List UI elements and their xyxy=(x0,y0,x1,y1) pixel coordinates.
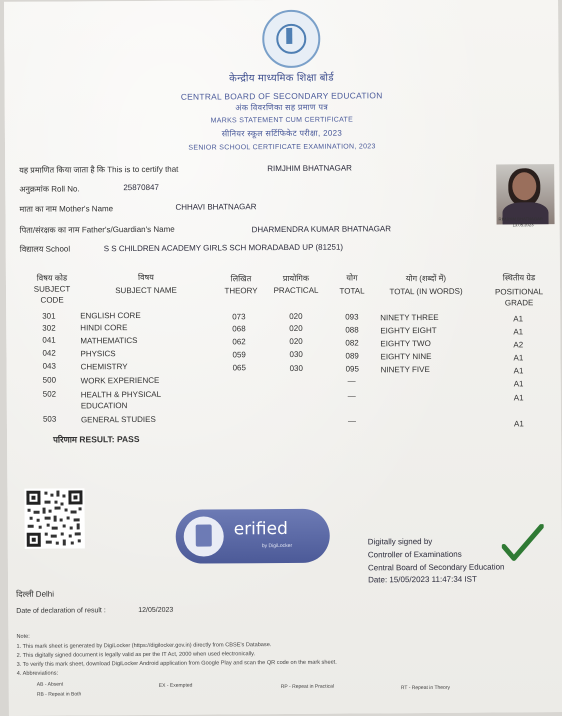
row-grade: A1 xyxy=(513,366,524,376)
candidate-name: RIMJHIM BHATNAGAR xyxy=(267,163,352,174)
father-label: पिता/संरक्षक का नाम Father's/Guardian's Name xyxy=(19,224,175,235)
row-words: EIGHTY NINE xyxy=(380,351,432,362)
board-name: CENTRAL BOARD OF SECONDARY EDUCATION xyxy=(180,90,383,102)
th-grade-hindi: स्थितीय ग्रेड xyxy=(502,273,536,283)
exam-title: SENIOR SCHOOL CERTIFICATE EXAMINATION, 2023 xyxy=(188,143,376,152)
row-total: — xyxy=(347,376,356,386)
th-theory-hindi: लिखित xyxy=(230,274,252,284)
row-code: 503 xyxy=(42,414,57,424)
row-subject-line-2: EDUCATION xyxy=(80,401,128,411)
qr-code xyxy=(24,488,84,548)
th-code: SUBJECT xyxy=(33,284,71,294)
abbr-ab: AB - Absent xyxy=(36,681,64,688)
row-code: 042 xyxy=(42,348,56,358)
row-grade: A1 xyxy=(513,393,524,403)
photo-caption: RIMJHIM BHATNAGAR xyxy=(498,216,543,222)
row-total: — xyxy=(347,416,356,426)
row-code: 502 xyxy=(42,389,57,399)
roll-label: अनुक्रमांक Roll No. xyxy=(19,184,80,194)
verified-text: erified xyxy=(233,518,288,540)
row-practical: 020 xyxy=(289,336,303,346)
document-cloud-icon xyxy=(184,516,224,556)
mother-name: CHHAVI BHATNAGAR xyxy=(175,202,257,212)
row-grade: A1 xyxy=(513,379,524,389)
row-subject: HINDI CORE xyxy=(80,323,128,333)
note-2: 2. This digitally signed document is legally valid as per the IT Act, 2000 when used electronically. xyxy=(16,651,256,659)
th-total-hindi: योग xyxy=(346,273,358,283)
th-code-hindi: विषय कोड xyxy=(36,273,68,283)
th-practical: PRACTICAL xyxy=(273,285,319,296)
roll-number: 25870847 xyxy=(123,182,159,193)
th-grade: POSITIONAL xyxy=(494,287,544,297)
mother-label: माता का नाम Mother's Name xyxy=(19,204,114,214)
row-subject: MATHEMATICS xyxy=(80,336,138,346)
exam-title-hindi: सीनियर स्कूल सर्टिफिकेट परीक्षा, 2023 xyxy=(221,128,343,139)
row-code: 043 xyxy=(42,361,56,371)
row-practical: 030 xyxy=(289,363,303,373)
abbr-rp: RP - Repeat in Practical xyxy=(280,683,335,691)
note-title: Note: xyxy=(16,633,30,640)
th-words-hindi: योग (शब्दों में) xyxy=(405,273,447,284)
note-4: 4. Abbreviations: xyxy=(16,670,59,677)
row-subject: CHEMISTRY xyxy=(80,362,128,372)
row-subject: ENGLISH CORE xyxy=(80,310,141,321)
row-total: 093 xyxy=(345,312,359,322)
row-subject: GENERAL STUDIES xyxy=(80,414,156,425)
row-subject: PHYSICS xyxy=(80,349,116,359)
photo-date: 13.05.2023 xyxy=(512,222,534,228)
th-words: TOTAL (IN WORDS) xyxy=(389,286,463,297)
row-total: 089 xyxy=(345,351,359,361)
row-total: 095 xyxy=(345,364,359,374)
father-name: DHARMENDRA KUMAR BHATNAGAR xyxy=(251,224,392,235)
check-mark-icon xyxy=(502,524,544,569)
row-theory: 073 xyxy=(232,312,246,322)
row-code: 302 xyxy=(42,323,56,333)
th-total: TOTAL xyxy=(339,286,365,296)
abbr-ex: EX - Exempted xyxy=(158,682,193,689)
th-grade-2: GRADE xyxy=(504,298,534,308)
certify-label: यह प्रमाणित किया जाता है कि This is to certify that xyxy=(19,164,179,175)
row-code: 301 xyxy=(42,311,56,321)
row-theory: 068 xyxy=(232,324,246,334)
signed-line-4: Date: 15/05/2023 11:47:34 IST xyxy=(368,574,477,585)
row-grade: A1 xyxy=(513,419,524,429)
verified-subtext: by DigiLocker xyxy=(261,542,293,550)
row-grade: A1 xyxy=(513,314,524,324)
cert-title: MARKS STATEMENT CUM CERTIFICATE xyxy=(210,116,354,125)
note-1: 1. This mark sheet is generated by DigiLocker (https://digilocker.gov.in) directly from CBSE's Database. xyxy=(16,642,272,650)
row-theory: 059 xyxy=(232,350,246,360)
place: दिल्ली Delhi xyxy=(16,589,55,599)
row-theory: 062 xyxy=(232,337,246,347)
digilocker-verified-badge xyxy=(176,509,330,564)
th-theory: THEORY xyxy=(224,286,258,296)
row-code: 041 xyxy=(42,335,56,345)
signed-line-1: Digitally signed by xyxy=(367,536,433,547)
school-name: S S CHILDREN ACADEMY GIRLS SCH MORADABAD UP (81251) xyxy=(103,242,344,254)
row-total: 088 xyxy=(345,325,359,335)
cbse-logo xyxy=(262,10,320,68)
row-total: 082 xyxy=(345,338,359,348)
row-grade: A1 xyxy=(513,353,524,363)
school-label: विद्यालय School xyxy=(19,244,71,254)
cert-title-hindi: अंक विवरणिका सह प्रमाण पत्र xyxy=(235,102,329,113)
result: परिणाम RESULT: PASS xyxy=(53,433,140,445)
th-code-2: CODE xyxy=(40,295,64,305)
abbr-rb: RB - Repeat in Both xyxy=(36,691,82,698)
th-name: SUBJECT NAME xyxy=(115,285,177,296)
row-code: 500 xyxy=(42,375,57,385)
th-practical-hindi: प्रायोगिक xyxy=(282,273,310,283)
row-practical: 020 xyxy=(289,323,303,333)
row-words: NINETY FIVE xyxy=(380,364,430,375)
abbr-rt: RT - Repeat in Theory xyxy=(400,684,451,692)
row-words: EIGHTY TWO xyxy=(380,338,431,349)
row-practical: 030 xyxy=(289,349,303,359)
row-subject: HEALTH & PHYSICAL xyxy=(80,389,162,400)
row-subject: WORK EXPERIENCE xyxy=(80,375,160,386)
row-grade: A2 xyxy=(513,340,524,350)
row-words: NINETY THREE xyxy=(380,312,439,323)
signed-line-3: Central Board of Secondary Education xyxy=(367,562,505,573)
note-3: 3. To verify this mark sheet, download DigiLocker Android application from Google Play and scan the QR code on the mark sheet. xyxy=(16,659,337,668)
th-name-hindi: विषय xyxy=(137,272,154,283)
board-name-hindi: केन्द्रीय माध्यमिक शिक्षा बोर्ड xyxy=(229,72,334,85)
marksheet xyxy=(4,0,562,716)
row-words: EIGHTY EIGHT xyxy=(380,325,437,336)
declaration-date: 12/05/2023 xyxy=(138,606,174,615)
row-practical: 020 xyxy=(289,311,303,321)
row-grade: A1 xyxy=(513,327,524,337)
row-total: — xyxy=(347,391,356,401)
row-theory: 065 xyxy=(232,363,246,373)
declaration-date-label: Date of declaration of result : xyxy=(16,607,106,615)
signed-line-2: Controller of Examinations xyxy=(367,549,462,560)
